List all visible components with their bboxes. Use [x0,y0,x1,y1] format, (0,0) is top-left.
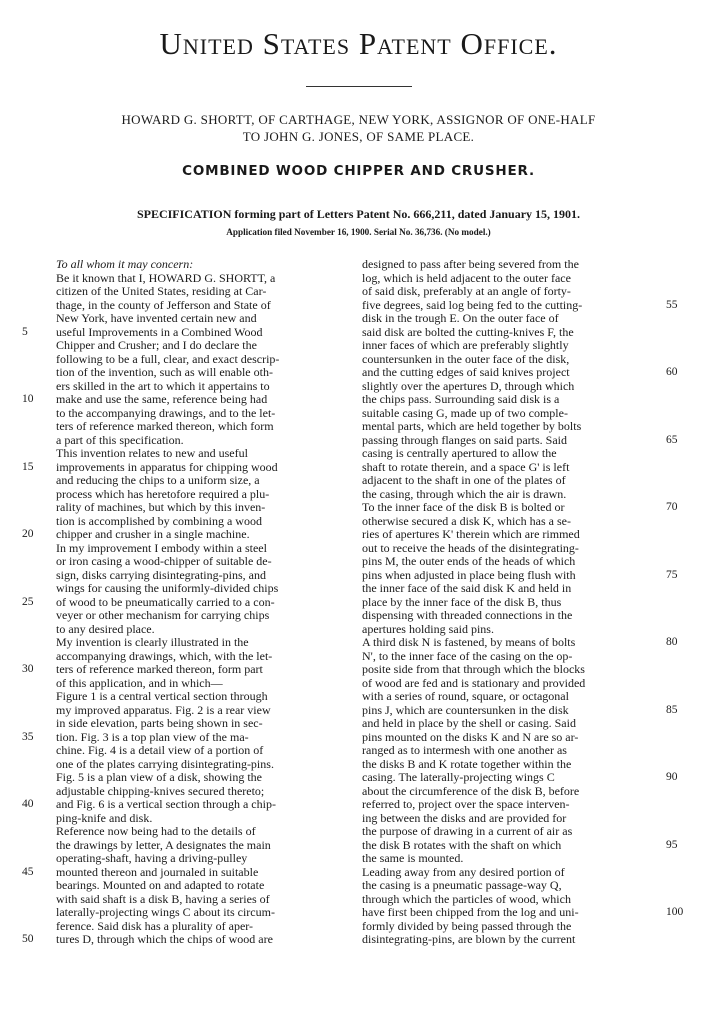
left-column-line: following to be a full, clear, and exact descrip- [56,352,280,366]
right-column-line: of wood are fed and is stationary and provided [362,676,586,690]
right-column-line: the disks B and K rotate together within the [362,757,572,771]
right-column-line: apertures holding said pins. [362,622,494,636]
right-column-line: with a series of round, square, or octagonal [362,690,569,703]
right-column-line: disintegrating-pins, are blown by the current [362,933,576,946]
left-column-line: or iron casing a wood-chipper of suitable de- [56,555,272,568]
right-column-line: To the inner face of the disk B is bolted or [362,501,565,514]
left-column-line: Be it known that I, HOWARD G. SHORTT, a [56,271,276,285]
left-column-line: and reducing the chips to a uniform size, a [56,474,260,487]
left-column-line: ference. Said disk has a plurality of aper- [56,919,254,933]
left-column-line: Chipper and Crusher; and I do declare the [56,339,257,352]
right-column-line: dispensing with threaded connections in the [362,609,573,622]
line-number: 45 [22,865,34,878]
left-column-line: in side elevation, parts being shown in sec- [56,717,263,730]
left-column-line: In my improvement I embody within a steel [56,541,267,555]
line-number: 20 [22,528,34,540]
left-column-line: My invention is clearly illustrated in the [56,636,249,649]
right-column-line: place by the inner face of the disk B, thus [362,595,562,609]
right-column-line: countersunken in the outer face of the disk, [362,352,570,366]
line-number: 60 [666,366,678,378]
line-number: 85 [666,703,678,716]
invention-title: COMBINED WOOD CHIPPER AND CRUSHER. [182,163,535,179]
right-column-line: casing. The laterally-projecting wings C [362,771,555,784]
left-column-line: ers skilled in the art to which it appertains to [56,379,270,393]
right-column-line: slightly over the apertures D, through which [362,379,575,393]
inventor-line-2: TO JOHN G. JONES, OF SAME PLACE. [242,129,475,144]
right-column-line: N', to the inner face of the casing on the op- [362,649,573,663]
left-column [56,258,356,947]
right-column-line: adjacent to the shaft in one of the plates of [362,474,566,487]
line-number: 15 [22,460,34,473]
left-column-line: to any desired place. [56,622,155,636]
right-column-line: the purpose of drawing in a current of air as [362,825,573,838]
left-column-line: New York, have invented certain new and [56,312,257,325]
right-column-line: out to receive the heads of the disintegrating- [362,541,579,555]
right-column-line: log, which is held adjacent to the outer face [362,271,571,285]
line-number: 30 [22,663,34,675]
right-column-line: suitable casing G, made up of two comple- [362,406,568,420]
office-title: United States Patent Office. [159,26,558,61]
left-column-line: Fig. 5 is a plan view of a disk, showing the [56,771,262,784]
left-column-line: tures D, through which the chips of wood are [56,933,273,946]
line-number: 100 [666,906,684,918]
left-column-line: with said shaft is a disk B, having a series of [56,892,270,906]
right-column-line: the casing is a pneumatic passage-way Q, [362,879,562,892]
right-column-line: ries of apertures K' therein which are rimmed [362,528,580,541]
left-column-line: Reference now being had to the details of [56,825,256,838]
left-column-line: a part of this specification. [56,433,184,447]
right-column-line: the same is mounted. [362,852,464,865]
right-column-line: otherwise secured a disk K, which has a se- [362,514,571,528]
left-column-line: my improved apparatus. Fig. 2 is a rear view [56,703,271,717]
line-number: 35 [22,730,34,743]
left-column-line: ters of reference marked thereon, form part [56,663,263,676]
left-column-line: improvements in apparatus for chipping wood [56,460,278,474]
left-column-line: veyer or other mechanism for carrying chips [56,609,270,622]
line-number: 80 [666,636,678,648]
right-column-line: A third disk N is fastened, by means of bolts [362,636,576,649]
line-number: 55 [666,298,678,311]
line-number: 75 [666,568,678,581]
right-column-line: and held in place by the shell or casing. Said [362,717,576,730]
right-column-line: of said disk, preferably at an angle of forty- [362,285,571,298]
right-column-line: referred to, project over the space interven- [362,798,570,811]
right-column-line: passing through flanges on said parts. Said [362,433,567,447]
right-column-line: shaft to rotate therein, and a space G' is left [362,460,570,474]
right-column-line: pins mounted on the disks K and N are so ar- [362,730,579,744]
right-column-line: formly divided by being passed through the [362,919,572,933]
right-column-line: posite side from that through which the blocks [362,663,585,676]
line-number: 90 [666,771,678,783]
line-number: 10 [22,393,34,405]
left-column-line: the drawings by letter, A designates the main [56,838,271,852]
left-column-line: make and use the same, reference being had [56,393,268,406]
right-column-line: casing is centrally apertured to allow the [362,447,557,460]
right-column-line: the chips pass. Surrounding said disk is a [362,393,560,406]
left-column-line: to the accompanying drawings, and to the let- [56,406,276,420]
right-column-line: the casing, through which the air is drawn. [362,487,567,501]
left-column-line: mounted thereon and journaled in suitable [56,865,259,879]
right-column-line: pins J, which are countersunken in the disk [362,703,569,717]
left-column-line: Figure 1 is a central vertical section through [56,690,268,703]
left-column-line: of this application, and in which— [56,676,223,690]
right-column-line: five degrees, said log being fed to the cutting- [362,298,583,312]
right-column-line: through which the particles of wood, which [362,892,571,906]
left-column-line: ters of reference marked thereon, which form [56,420,274,433]
left-column-line: rality of machines, but which by this inven- [56,501,266,514]
left-column-line: useful Improvements in a Combined Wood [56,325,263,339]
left-column-line: accompanying drawings, which, with the let- [56,649,273,663]
right-column-line: and the cutting edges of said knives project [362,366,570,379]
left-column-line: tion. Fig. 3 is a top plan view of the ma- [56,730,249,744]
right-column-line: the inner face of the said disk K and held in [362,582,572,595]
inventor-block [40,111,677,145]
left-column-line: one of the plates carrying disintegrating-pins. [56,757,274,771]
right-column-line: said disk are bolted the cutting-knives F, the [362,325,574,339]
title-rule [306,86,412,87]
left-column-line: sign, disks carrying disintegrating-pins, and [56,568,266,582]
left-column-line: adjustable chipping-knives secured thereto; [56,784,265,798]
left-column-line: wings for causing the uniformly-divided chips [56,582,279,595]
line-number: 70 [666,501,678,513]
line-number: 50 [22,933,34,945]
left-column-line: laterally-projecting wings C about its circum- [56,906,275,919]
right-column-line: pins M, the outer ends of the heads of which [362,555,576,568]
right-column-line: have first been chipped from the log and uni- [362,906,579,919]
left-column-line: chine. Fig. 4 is a detail view of a portion of [56,744,264,757]
right-column-line: inner faces of which are preferably slightly [362,339,569,352]
right-column-line: Leading away from any desired portion of [362,865,565,879]
left-column-line: chipper and crusher in a single machine. [56,528,250,541]
left-column-line: thage, in the county of Jefferson and State of [56,298,271,312]
left-column-line: process which has heretofore required a plu- [56,487,270,501]
right-column-line: about the circumference of the disk B, before [362,784,580,798]
left-column-line: tion of the invention, such as will enable oth- [56,366,273,379]
left-column-line: ping-knife and disk. [56,811,153,825]
right-column-line: ing between the disks and are provided for [362,811,567,825]
right-column-line: disk in the trough E. On the outer face of [362,312,559,325]
right-column-line: ranged as to intermesh with one another as [362,744,567,757]
line-number: 25 [22,595,34,608]
line-number: 65 [666,433,678,446]
specification-line: SPECIFICATION forming part of Letters Patent No. 666,211, dated January 15, 1901. [136,207,581,221]
inventor-line-1: HOWARD G. SHORTT, OF CARTHAGE, NEW YORK, ASSIGNOR OF ONE-HALF [121,112,596,127]
line-number: 40 [22,798,34,810]
left-column-line: To all whom it may concern: [56,258,194,271]
line-number: 95 [666,838,678,851]
right-column [362,258,660,947]
right-column-line: designed to pass after being severed from the [362,258,579,271]
right-column-line: the disk B rotates with the shaft on which [362,838,562,852]
right-column-line: mental parts, which are held together by bolts [362,420,582,433]
application-line: Application filed November 16, 1900. Serial No. 36,736. (No model.) [226,227,491,237]
left-column-line: tion is accomplished by combining a wood [56,514,262,528]
left-column-line: and Fig. 6 is a vertical section through a chip- [56,798,276,811]
line-number: 5 [22,325,28,338]
left-column-line: This invention relates to new and useful [56,447,248,460]
left-column-line: citizen of the United States, residing at Car- [56,285,267,298]
left-column-line: bearings. Mounted on and adapted to rotate [56,879,265,892]
left-column-line: of wood to be pneumatically carried to a con- [56,595,275,609]
right-column-line: pins when adjusted in place being flush with [362,568,576,582]
left-column-line: operating-shaft, having a driving-pulley [56,852,248,865]
